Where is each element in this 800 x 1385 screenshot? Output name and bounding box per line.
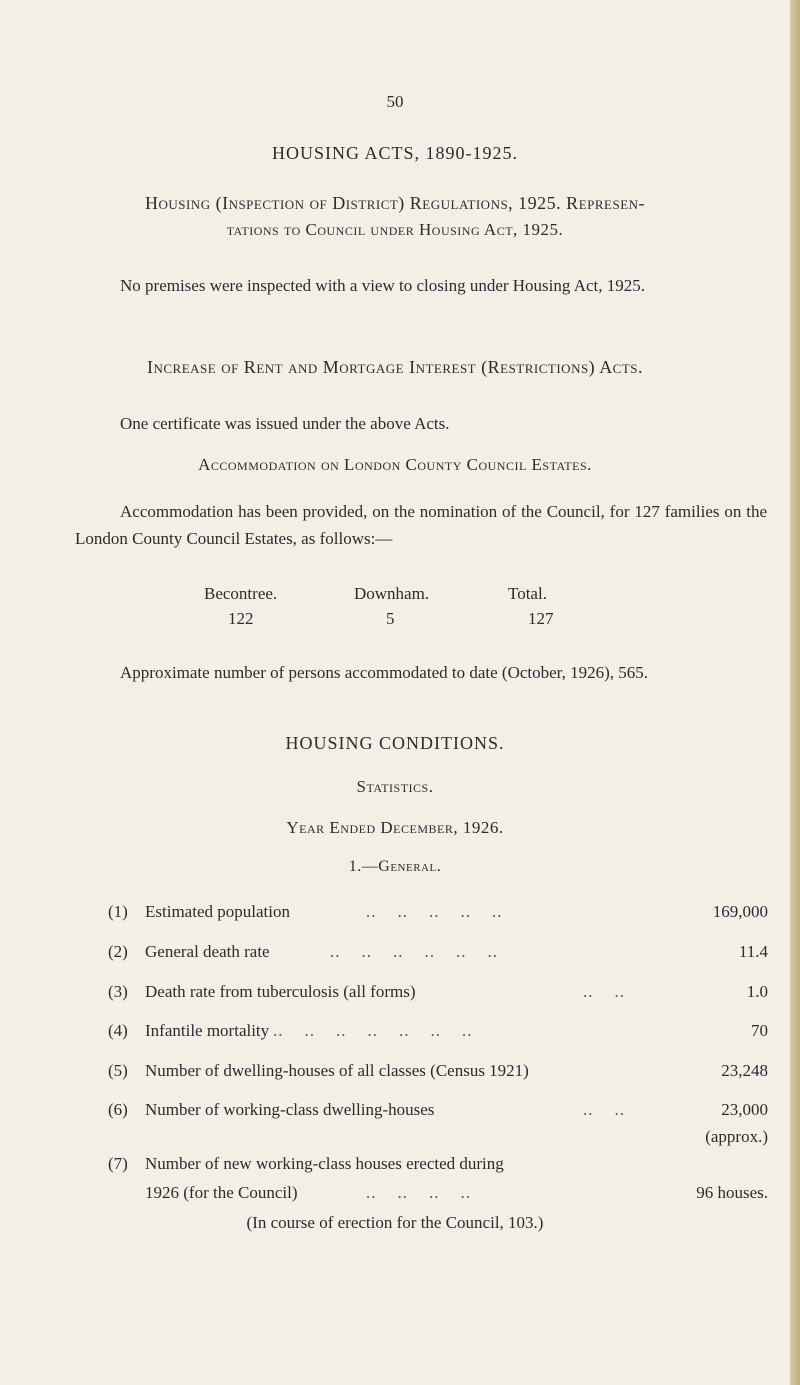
stat-row-5 <box>108 1061 768 1087</box>
page-number: 50 <box>386 92 404 111</box>
stat-row-7 <box>108 1154 768 1180</box>
stat-label: Number of dwelling-houses of all classes (Census 1921) <box>145 1061 529 1080</box>
section1-heading-line2: tations to Council under Housing Act, 1925. <box>226 220 564 239</box>
stat-row-6 <box>108 1100 768 1126</box>
stat-label: Death rate from tuberculosis (all forms) <box>145 982 416 1001</box>
table-value-downham: 5 <box>386 609 395 628</box>
approx-persons: Approximate number of persons accommodated to date (October, 1926), 565. <box>120 663 649 682</box>
leader-dots: .. .. .. .. .. .. .. <box>273 1021 473 1040</box>
stat-row-2 <box>108 942 768 968</box>
stat-row-4 <box>108 1021 768 1047</box>
page-edge <box>790 0 800 1385</box>
stat-label: General death rate <box>145 942 270 961</box>
stat-label-cont: 1926 (for the Council) <box>145 1183 298 1202</box>
stat-value: 169,000 <box>712 902 768 921</box>
stat-label: Number of working-class dwelling-houses <box>145 1100 435 1119</box>
stat-number: (7) <box>108 1154 128 1173</box>
stat-value: 70 <box>751 1021 768 1040</box>
section2-body: One certificate was issued under the above Acts. <box>120 414 450 433</box>
section3-body: Accommodation has been provided, on the nomination of the Council, for 127 families on the London County Council Estates, as follows:— <box>75 502 767 548</box>
approx-note: (approx.) <box>705 1127 768 1146</box>
section1-body: No premises were inspected with a view to closing under Housing Act, 1925. <box>120 276 646 295</box>
stat-number: (2) <box>108 942 128 961</box>
leader-dots: .. .. .. .. .. .. <box>330 942 498 961</box>
stat-label: Estimated population <box>145 902 290 921</box>
leader-dots: .. .. .. .. .. <box>366 902 503 921</box>
conditions-general: 1.—General. <box>348 858 442 875</box>
conditions-subtitle: Statistics. <box>356 777 434 796</box>
section3-heading: Accommodation on London County Council Estates. <box>198 455 592 474</box>
stat-row-7-cont <box>108 1183 768 1209</box>
stat-number: (6) <box>108 1100 128 1119</box>
table-value-becontree: 122 <box>228 609 254 628</box>
stat-value: 1.0 <box>746 982 768 1001</box>
section1-heading-line1: Housing (Inspection of District) Regulations, 1925. Represen- <box>144 193 646 213</box>
stat-label: Number of new working-class houses erected during <box>145 1154 504 1173</box>
table-header-becontree: Becontree. <box>204 584 278 603</box>
stat-number: (4) <box>108 1021 128 1040</box>
stat-row-3 <box>108 982 768 1008</box>
section2-heading: Increase of Rent and Mortgage Interest (Restrictions) Acts. <box>146 357 644 377</box>
erection-note: (In course of erection for the Council, 103.) <box>246 1213 544 1232</box>
table-header-downham: Downham. <box>354 584 430 603</box>
table-value-total: 127 <box>528 609 554 628</box>
stat-number: (5) <box>108 1061 128 1080</box>
leader-dots: .. .. <box>583 1100 625 1119</box>
stat-value: 96 houses. <box>696 1183 768 1202</box>
approx-note-row <box>108 1127 768 1153</box>
stat-value: 23,000 <box>721 1100 768 1119</box>
page-header: HOUSING ACTS, 1890-1925. <box>271 143 518 163</box>
stat-label: Infantile mortality <box>145 1021 270 1040</box>
conditions-title: HOUSING CONDITIONS. <box>285 733 505 753</box>
stat-value: 23,248 <box>721 1061 768 1080</box>
leader-dots: .. .. .. .. <box>366 1183 471 1202</box>
conditions-year: Year Ended December, 1926. <box>286 818 504 837</box>
table-header-total: Total. <box>508 584 547 603</box>
stat-number: (1) <box>108 902 128 921</box>
leader-dots: .. .. <box>583 982 625 1001</box>
stat-row-1 <box>108 902 768 928</box>
stat-number: (3) <box>108 982 128 1001</box>
stat-value: 11.4 <box>738 942 768 961</box>
